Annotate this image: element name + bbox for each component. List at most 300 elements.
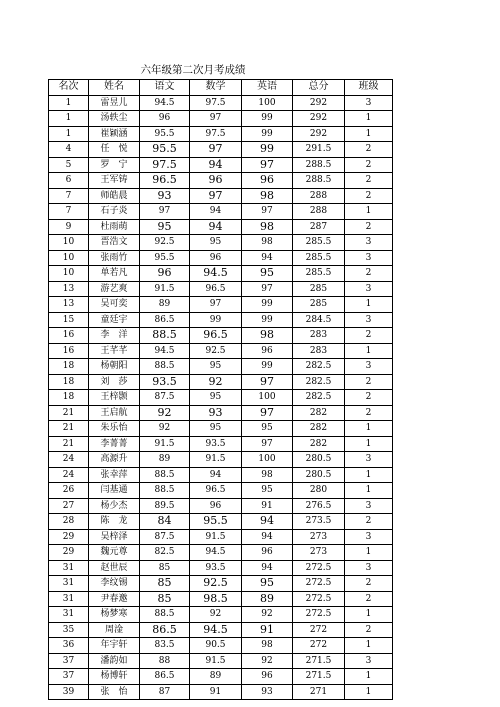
class-cell: 2 bbox=[345, 390, 393, 406]
math-cell: 94.5 bbox=[190, 622, 242, 638]
total-cell: 282 bbox=[293, 405, 345, 421]
math-cell: 97 bbox=[190, 142, 242, 158]
english-cell: 98 bbox=[242, 638, 293, 654]
english-cell: 96 bbox=[242, 545, 293, 561]
chinese-cell: 93.5 bbox=[140, 374, 190, 390]
english-cell: 99 bbox=[242, 297, 293, 313]
rank-cell: 1 bbox=[49, 126, 89, 142]
english-cell: 98 bbox=[242, 219, 293, 235]
class-cell: 1 bbox=[345, 684, 393, 700]
class-cell: 3 bbox=[345, 529, 393, 545]
rank-cell: 21 bbox=[49, 405, 89, 421]
header-english: 英语 bbox=[242, 80, 293, 96]
name-cell: 潘韵如 bbox=[89, 653, 140, 669]
english-cell: 97 bbox=[242, 374, 293, 390]
table-row bbox=[49, 374, 393, 390]
name-cell: 雷昱儿 bbox=[89, 95, 140, 111]
table-row bbox=[49, 250, 393, 266]
rank-cell: 36 bbox=[49, 638, 89, 654]
table-row bbox=[49, 436, 393, 452]
math-cell: 94.5 bbox=[190, 266, 242, 282]
class-cell: 2 bbox=[345, 591, 393, 607]
rank-cell: 10 bbox=[49, 235, 89, 251]
rank-cell: 26 bbox=[49, 483, 89, 499]
table-row bbox=[49, 405, 393, 421]
rank-cell: 15 bbox=[49, 312, 89, 328]
table-row bbox=[49, 111, 393, 127]
class-cell: 3 bbox=[345, 359, 393, 375]
chinese-cell: 86.5 bbox=[140, 622, 190, 638]
chinese-cell: 95.5 bbox=[140, 250, 190, 266]
name-cell: 王芊芊 bbox=[89, 343, 140, 359]
english-cell: 95 bbox=[242, 421, 293, 437]
table-row bbox=[49, 684, 393, 700]
class-cell: 1 bbox=[345, 467, 393, 483]
class-cell: 3 bbox=[345, 95, 393, 111]
total-cell: 282.5 bbox=[293, 390, 345, 406]
total-cell: 272.5 bbox=[293, 560, 345, 576]
name-cell: 闫基通 bbox=[89, 483, 140, 499]
total-cell: 288 bbox=[293, 188, 345, 204]
math-cell: 94 bbox=[190, 219, 242, 235]
rank-cell: 21 bbox=[49, 421, 89, 437]
class-cell: 3 bbox=[345, 560, 393, 576]
math-cell: 92 bbox=[190, 607, 242, 623]
math-cell: 94 bbox=[190, 467, 242, 483]
english-cell: 91 bbox=[242, 498, 293, 514]
chinese-cell: 88.5 bbox=[140, 483, 190, 499]
class-cell: 2 bbox=[345, 142, 393, 158]
math-cell: 95 bbox=[190, 359, 242, 375]
rank-cell: 18 bbox=[49, 374, 89, 390]
rank-cell: 7 bbox=[49, 188, 89, 204]
name-cell: 杨少杰 bbox=[89, 498, 140, 514]
table-row bbox=[49, 281, 393, 297]
table-row bbox=[49, 142, 393, 158]
rank-cell: 1 bbox=[49, 95, 89, 111]
chinese-cell: 95.5 bbox=[140, 142, 190, 158]
math-cell: 98.5 bbox=[190, 591, 242, 607]
rank-cell: 29 bbox=[49, 545, 89, 561]
chinese-cell: 91.5 bbox=[140, 281, 190, 297]
name-cell: 王启航 bbox=[89, 405, 140, 421]
table-row bbox=[49, 591, 393, 607]
total-cell: 280.5 bbox=[293, 467, 345, 483]
class-cell: 2 bbox=[345, 622, 393, 638]
chinese-cell: 85 bbox=[140, 560, 190, 576]
chinese-cell: 94.5 bbox=[140, 343, 190, 359]
rank-cell: 24 bbox=[49, 467, 89, 483]
table-row bbox=[49, 266, 393, 282]
chinese-cell: 97 bbox=[140, 204, 190, 220]
chinese-cell: 91.5 bbox=[140, 436, 190, 452]
english-cell: 97 bbox=[242, 436, 293, 452]
math-cell: 91.5 bbox=[190, 452, 242, 468]
class-cell: 2 bbox=[345, 173, 393, 189]
rank-cell: 18 bbox=[49, 359, 89, 375]
english-cell: 99 bbox=[242, 312, 293, 328]
total-cell: 271.5 bbox=[293, 669, 345, 685]
rank-cell: 13 bbox=[49, 297, 89, 313]
math-cell: 95 bbox=[190, 421, 242, 437]
rank-cell: 39 bbox=[49, 684, 89, 700]
math-cell: 97 bbox=[190, 188, 242, 204]
math-cell: 97.5 bbox=[190, 95, 242, 111]
math-cell: 93.5 bbox=[190, 436, 242, 452]
english-cell: 100 bbox=[242, 95, 293, 111]
chinese-cell: 84 bbox=[140, 514, 190, 530]
math-cell: 97.5 bbox=[190, 126, 242, 142]
table-row bbox=[49, 560, 393, 576]
class-cell: 3 bbox=[345, 452, 393, 468]
table-row bbox=[49, 483, 393, 499]
english-cell: 98 bbox=[242, 328, 293, 344]
rank-cell: 21 bbox=[49, 436, 89, 452]
class-cell: 3 bbox=[345, 312, 393, 328]
table-row bbox=[49, 297, 393, 313]
header-row bbox=[49, 80, 393, 96]
rank-cell: 16 bbox=[49, 328, 89, 344]
class-cell: 1 bbox=[345, 297, 393, 313]
math-cell: 99 bbox=[190, 312, 242, 328]
chinese-cell: 96 bbox=[140, 266, 190, 282]
chinese-cell: 88.5 bbox=[140, 607, 190, 623]
total-cell: 273.5 bbox=[293, 514, 345, 530]
rank-cell: 31 bbox=[49, 560, 89, 576]
total-cell: 280.5 bbox=[293, 452, 345, 468]
class-cell: 1 bbox=[345, 421, 393, 437]
class-cell: 2 bbox=[345, 576, 393, 592]
class-cell: 1 bbox=[345, 204, 393, 220]
math-cell: 94 bbox=[190, 157, 242, 173]
name-cell: 杨朝阳 bbox=[89, 359, 140, 375]
total-cell: 292 bbox=[293, 111, 345, 127]
table-row bbox=[49, 204, 393, 220]
class-cell: 1 bbox=[345, 343, 393, 359]
name-cell: 师皓晨 bbox=[89, 188, 140, 204]
math-cell: 93.5 bbox=[190, 560, 242, 576]
table-row bbox=[49, 653, 393, 669]
math-cell: 97 bbox=[190, 111, 242, 127]
class-cell: 2 bbox=[345, 514, 393, 530]
rank-cell: 37 bbox=[49, 669, 89, 685]
rank-cell: 35 bbox=[49, 622, 89, 638]
class-cell: 1 bbox=[345, 669, 393, 685]
name-cell: 杜雨萌 bbox=[89, 219, 140, 235]
math-cell: 91 bbox=[190, 684, 242, 700]
name-cell: 王军铸 bbox=[89, 173, 140, 189]
class-cell: 2 bbox=[345, 328, 393, 344]
name-cell: 魏元尊 bbox=[89, 545, 140, 561]
english-cell: 95 bbox=[242, 266, 293, 282]
chinese-cell: 88.5 bbox=[140, 359, 190, 375]
header-chinese: 语文 bbox=[140, 80, 190, 96]
math-cell: 96 bbox=[190, 173, 242, 189]
table-row bbox=[49, 514, 393, 530]
name-cell: 赵世辰 bbox=[89, 560, 140, 576]
class-cell: 3 bbox=[345, 498, 393, 514]
chinese-cell: 93 bbox=[140, 188, 190, 204]
math-cell: 96 bbox=[190, 498, 242, 514]
chinese-cell: 85 bbox=[140, 576, 190, 592]
table-row bbox=[49, 622, 393, 638]
name-cell: 童廷宇 bbox=[89, 312, 140, 328]
total-cell: 285 bbox=[293, 297, 345, 313]
total-cell: 288.5 bbox=[293, 173, 345, 189]
rank-cell: 29 bbox=[49, 529, 89, 545]
english-cell: 99 bbox=[242, 126, 293, 142]
name-cell: 李纹锡 bbox=[89, 576, 140, 592]
chinese-cell: 87.5 bbox=[140, 390, 190, 406]
math-cell: 91.5 bbox=[190, 653, 242, 669]
sheet-title: 六年级第二次月考成绩 bbox=[140, 64, 246, 76]
table-row bbox=[49, 157, 393, 173]
chinese-cell: 95.5 bbox=[140, 126, 190, 142]
math-cell: 97 bbox=[190, 297, 242, 313]
chinese-cell: 92.5 bbox=[140, 235, 190, 251]
name-cell: 吴可奕 bbox=[89, 297, 140, 313]
total-cell: 271 bbox=[293, 684, 345, 700]
math-cell: 95.5 bbox=[190, 514, 242, 530]
name-cell: 张雨竹 bbox=[89, 250, 140, 266]
table-row bbox=[49, 467, 393, 483]
english-cell: 94 bbox=[242, 514, 293, 530]
rank-cell: 6 bbox=[49, 173, 89, 189]
name-cell: 晋浩文 bbox=[89, 235, 140, 251]
table-row bbox=[49, 529, 393, 545]
total-cell: 285.5 bbox=[293, 266, 345, 282]
total-cell: 283 bbox=[293, 328, 345, 344]
score-table bbox=[48, 79, 393, 700]
math-cell: 96 bbox=[190, 250, 242, 266]
table-row bbox=[49, 607, 393, 623]
english-cell: 98 bbox=[242, 467, 293, 483]
total-cell: 272.5 bbox=[293, 576, 345, 592]
total-cell: 272.5 bbox=[293, 591, 345, 607]
header-name: 姓名 bbox=[89, 80, 140, 96]
english-cell: 96 bbox=[242, 173, 293, 189]
english-cell: 96 bbox=[242, 343, 293, 359]
math-cell: 96.5 bbox=[190, 281, 242, 297]
total-cell: 285 bbox=[293, 281, 345, 297]
rank-cell: 5 bbox=[49, 157, 89, 173]
chinese-cell: 86.5 bbox=[140, 312, 190, 328]
total-cell: 276.5 bbox=[293, 498, 345, 514]
name-cell: 朱乐怡 bbox=[89, 421, 140, 437]
name-cell: 汤轶尘 bbox=[89, 111, 140, 127]
rank-cell: 27 bbox=[49, 498, 89, 514]
english-cell: 97 bbox=[242, 405, 293, 421]
header-math: 数学 bbox=[190, 80, 242, 96]
class-cell: 3 bbox=[345, 281, 393, 297]
english-cell: 96 bbox=[242, 669, 293, 685]
english-cell: 95 bbox=[242, 576, 293, 592]
english-cell: 100 bbox=[242, 452, 293, 468]
table-row bbox=[49, 421, 393, 437]
chinese-cell: 94.5 bbox=[140, 95, 190, 111]
table-row bbox=[49, 498, 393, 514]
math-cell: 92 bbox=[190, 374, 242, 390]
total-cell: 292 bbox=[293, 95, 345, 111]
total-cell: 284.5 bbox=[293, 312, 345, 328]
rank-cell: 31 bbox=[49, 576, 89, 592]
class-cell: 1 bbox=[345, 638, 393, 654]
english-cell: 98 bbox=[242, 235, 293, 251]
header-class: 班级 bbox=[345, 80, 393, 96]
rank-cell: 9 bbox=[49, 219, 89, 235]
english-cell: 99 bbox=[242, 111, 293, 127]
math-cell: 90.5 bbox=[190, 638, 242, 654]
chinese-cell: 89 bbox=[140, 297, 190, 313]
name-cell: 吴梓泽 bbox=[89, 529, 140, 545]
chinese-cell: 86.5 bbox=[140, 669, 190, 685]
name-cell: 单若凡 bbox=[89, 266, 140, 282]
table-row bbox=[49, 188, 393, 204]
chinese-cell: 88.5 bbox=[140, 467, 190, 483]
chinese-cell: 97.5 bbox=[140, 157, 190, 173]
total-cell: 287 bbox=[293, 219, 345, 235]
rank-cell: 31 bbox=[49, 591, 89, 607]
total-cell: 272 bbox=[293, 622, 345, 638]
chinese-cell: 83.5 bbox=[140, 638, 190, 654]
math-cell: 92.5 bbox=[190, 343, 242, 359]
name-cell: 崔颖涵 bbox=[89, 126, 140, 142]
class-cell: 2 bbox=[345, 374, 393, 390]
total-cell: 272.5 bbox=[293, 607, 345, 623]
english-cell: 95 bbox=[242, 483, 293, 499]
rank-cell: 28 bbox=[49, 514, 89, 530]
name-cell: 高源升 bbox=[89, 452, 140, 468]
english-cell: 94 bbox=[242, 560, 293, 576]
english-cell: 92 bbox=[242, 653, 293, 669]
total-cell: 282.5 bbox=[293, 359, 345, 375]
english-cell: 98 bbox=[242, 188, 293, 204]
table-row bbox=[49, 173, 393, 189]
class-cell: 2 bbox=[345, 188, 393, 204]
chinese-cell: 87 bbox=[140, 684, 190, 700]
name-cell: 罗 宁 bbox=[89, 157, 140, 173]
chinese-cell: 82.5 bbox=[140, 545, 190, 561]
rank-cell: 31 bbox=[49, 607, 89, 623]
english-cell: 89 bbox=[242, 591, 293, 607]
class-cell: 1 bbox=[345, 126, 393, 142]
table-body bbox=[49, 95, 393, 700]
rank-cell: 18 bbox=[49, 390, 89, 406]
total-cell: 291.5 bbox=[293, 142, 345, 158]
header-total: 总分 bbox=[293, 80, 345, 96]
chinese-cell: 96.5 bbox=[140, 173, 190, 189]
table-row bbox=[49, 669, 393, 685]
math-cell: 96.5 bbox=[190, 328, 242, 344]
name-cell: 石子炎 bbox=[89, 204, 140, 220]
total-cell: 285.5 bbox=[293, 250, 345, 266]
english-cell: 100 bbox=[242, 390, 293, 406]
name-cell: 陈 龙 bbox=[89, 514, 140, 530]
chinese-cell: 88.5 bbox=[140, 328, 190, 344]
table-row bbox=[49, 452, 393, 468]
total-cell: 292 bbox=[293, 126, 345, 142]
table-row bbox=[49, 343, 393, 359]
table-row bbox=[49, 638, 393, 654]
table-row bbox=[49, 328, 393, 344]
total-cell: 273 bbox=[293, 545, 345, 561]
chinese-cell: 89 bbox=[140, 452, 190, 468]
name-cell: 李菁菁 bbox=[89, 436, 140, 452]
class-cell: 3 bbox=[345, 235, 393, 251]
table-row bbox=[49, 95, 393, 111]
table-row bbox=[49, 576, 393, 592]
name-cell: 张幸萍 bbox=[89, 467, 140, 483]
math-cell: 91.5 bbox=[190, 529, 242, 545]
english-cell: 94 bbox=[242, 250, 293, 266]
rank-cell: 13 bbox=[49, 281, 89, 297]
rank-cell: 24 bbox=[49, 452, 89, 468]
class-cell: 1 bbox=[345, 436, 393, 452]
class-cell: 2 bbox=[345, 266, 393, 282]
chinese-cell: 96 bbox=[140, 111, 190, 127]
name-cell: 杨博轩 bbox=[89, 669, 140, 685]
math-cell: 89 bbox=[190, 669, 242, 685]
total-cell: 282 bbox=[293, 421, 345, 437]
total-cell: 283 bbox=[293, 343, 345, 359]
total-cell: 282 bbox=[293, 436, 345, 452]
total-cell: 271.5 bbox=[293, 653, 345, 669]
class-cell: 1 bbox=[345, 545, 393, 561]
english-cell: 97 bbox=[242, 281, 293, 297]
class-cell: 3 bbox=[345, 653, 393, 669]
table-row bbox=[49, 312, 393, 328]
chinese-cell: 85 bbox=[140, 591, 190, 607]
math-cell: 95 bbox=[190, 390, 242, 406]
table-row bbox=[49, 235, 393, 251]
chinese-cell: 95 bbox=[140, 219, 190, 235]
name-cell: 李 洋 bbox=[89, 328, 140, 344]
chinese-cell: 87.5 bbox=[140, 529, 190, 545]
chinese-cell: 88 bbox=[140, 653, 190, 669]
class-cell: 1 bbox=[345, 111, 393, 127]
rank-cell: 7 bbox=[49, 204, 89, 220]
name-cell: 杨梦寒 bbox=[89, 607, 140, 623]
total-cell: 288 bbox=[293, 204, 345, 220]
table-row bbox=[49, 390, 393, 406]
class-cell: 2 bbox=[345, 405, 393, 421]
name-cell: 王梓颢 bbox=[89, 390, 140, 406]
header-rank: 名次 bbox=[49, 80, 89, 96]
rank-cell: 10 bbox=[49, 266, 89, 282]
english-cell: 93 bbox=[242, 684, 293, 700]
name-cell: 游艺爽 bbox=[89, 281, 140, 297]
name-cell: 任 悦 bbox=[89, 142, 140, 158]
class-cell: 3 bbox=[345, 250, 393, 266]
total-cell: 280 bbox=[293, 483, 345, 499]
table-row bbox=[49, 126, 393, 142]
english-cell: 99 bbox=[242, 142, 293, 158]
total-cell: 282.5 bbox=[293, 374, 345, 390]
name-cell: 周淦 bbox=[89, 622, 140, 638]
class-cell: 2 bbox=[345, 157, 393, 173]
class-cell: 1 bbox=[345, 607, 393, 623]
english-cell: 91 bbox=[242, 622, 293, 638]
table-row bbox=[49, 219, 393, 235]
total-cell: 272 bbox=[293, 638, 345, 654]
english-cell: 92 bbox=[242, 607, 293, 623]
name-cell: 尹春邀 bbox=[89, 591, 140, 607]
rank-cell: 16 bbox=[49, 343, 89, 359]
rank-cell: 4 bbox=[49, 142, 89, 158]
english-cell: 97 bbox=[242, 204, 293, 220]
name-cell: 年宇轩 bbox=[89, 638, 140, 654]
english-cell: 97 bbox=[242, 157, 293, 173]
